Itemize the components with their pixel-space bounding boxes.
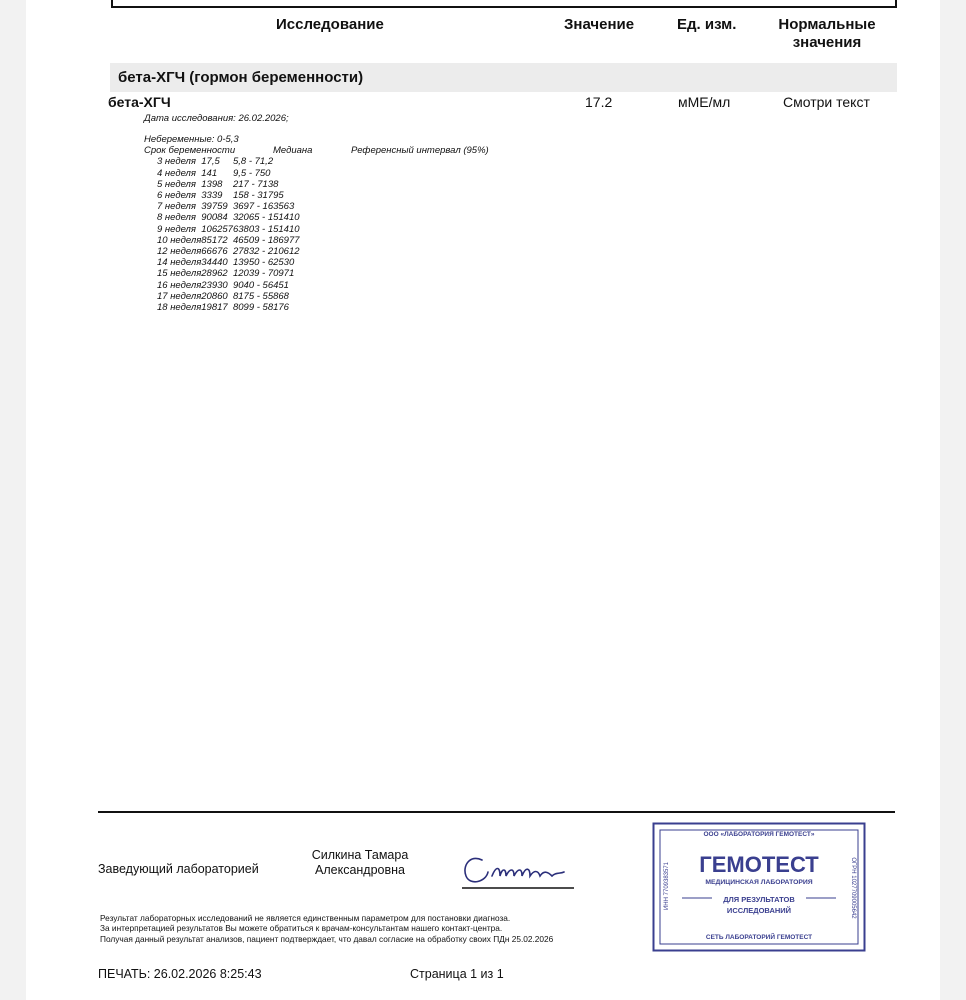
column-header-norm-line2: значения	[792, 34, 862, 51]
stamp-purpose-line2: ИССЛЕДОВАНИЙ	[726, 906, 792, 915]
column-header-norm	[770, 16, 884, 52]
reference-term: 4 неделя	[157, 167, 196, 179]
disclaimer-line1: Результат лабораторных исследований не является единственным параметром для постановки диагноза.	[100, 913, 511, 923]
reference-interval: 27832 - 210612	[232, 246, 300, 258]
reference-median: 90084	[201, 212, 228, 224]
reference-row	[144, 156, 300, 167]
reference-interval: 32065 - 151410	[232, 212, 300, 224]
section-title: бета-ХГЧ (гормон беременности)	[118, 69, 364, 86]
reference-row	[144, 268, 300, 279]
head-of-lab-name	[300, 848, 420, 878]
section-header	[110, 63, 897, 92]
reference-term: 9 неделя	[157, 223, 196, 235]
reference-term: 16 неделя	[157, 279, 202, 291]
reference-interval: 9,5 - 750	[232, 167, 271, 179]
reference-interval: 63803 - 151410	[232, 223, 300, 235]
reference-interval: 3697 - 163563	[232, 201, 295, 213]
result-date: Дата исследования: 26.02.2026;	[144, 113, 289, 124]
reference-term: 15 неделя	[157, 268, 202, 280]
signature	[456, 848, 580, 894]
reference-median: 20860	[201, 290, 228, 302]
reference-interval: 8099 - 58176	[232, 302, 289, 314]
reference-interval: 158 - 31795	[232, 190, 284, 201]
reference-row	[144, 201, 300, 212]
column-header-norm-line1: Нормальные	[778, 16, 876, 33]
reference-term: 8 неделя	[157, 212, 196, 224]
stamp-subtitle: МЕДИЦИНСКАЯ ЛАБОРАТОРИЯ	[705, 879, 813, 886]
column-header-unit: Ед. изм.	[677, 16, 737, 33]
reference-median: 106257	[201, 223, 233, 235]
column-header-value: Значение	[564, 16, 635, 33]
lab-stamp	[652, 822, 866, 952]
reference-row	[144, 257, 300, 268]
reference-median: 39759	[201, 201, 228, 213]
reference-term: 7 неделя	[157, 201, 196, 213]
disclaimer-line2: За интерпретацией результатов Вы можете обратиться к врачам-консультантам нашего контакт-центра.	[100, 923, 503, 934]
reference-interval: 13950 - 62530	[232, 257, 295, 269]
reference-term: 10 неделя	[157, 234, 202, 246]
head-of-lab-name-line2: Александровна	[315, 863, 405, 877]
stamp-purpose-line1: ДЛЯ РЕЗУЛЬТАТОВ	[723, 895, 795, 904]
reference-row	[144, 291, 300, 302]
reference-interval: 12039 - 70971	[232, 268, 295, 280]
reference-col-interval: Референсный интервал (95%)	[351, 145, 489, 157]
reference-row	[144, 179, 300, 190]
reference-term: 12 неделя	[157, 246, 202, 258]
reference-row	[144, 190, 300, 201]
reference-median: 66676	[201, 246, 228, 258]
reference-median: 19817	[201, 302, 228, 314]
reference-row	[144, 246, 300, 257]
stamp-ogrn: ОГРН 1027709005642	[850, 857, 856, 919]
previous-section-frame	[111, 0, 897, 8]
reference-row	[144, 235, 300, 246]
reference-median: 28962	[201, 268, 228, 280]
reference-term: 17 неделя	[157, 290, 202, 302]
result-name: бета-ХГЧ	[108, 94, 171, 110]
reference-median: 3339	[201, 190, 223, 201]
result-value: 17.2	[585, 94, 613, 110]
reference-row	[144, 280, 300, 291]
reference-median: 1398	[201, 178, 223, 190]
reference-interval: 5,8 - 71,2	[232, 156, 274, 168]
reference-col-term: Срок беременности	[144, 145, 236, 157]
reference-col-median: Медиана	[273, 145, 313, 157]
head-of-lab-label: Заведующий лабораторией	[98, 862, 259, 876]
reference-median: 141	[201, 167, 218, 179]
stamp-inn: ИНН 7709383571	[664, 861, 670, 911]
stamp-bottom: СЕТЬ ЛАБОРАТОРИЙ ГЕМОТЕСТ	[705, 934, 813, 941]
reference-row	[144, 168, 300, 179]
reference-term: 6 неделя	[157, 190, 196, 201]
reference-interval: 9040 - 56451	[232, 279, 289, 291]
stamp-top: ООО «ЛАБОРАТОРИЯ ГЕМОТЕСТ»	[703, 831, 815, 838]
result-unit: мМЕ/мл	[678, 94, 731, 110]
reference-interval: 8175 - 55868	[232, 290, 289, 302]
reference-median: 17,5	[201, 156, 220, 168]
reference-interval: 217 - 7138	[232, 178, 279, 190]
reference-row	[144, 224, 300, 235]
stamp-brand: ГЕМОТЕСТ	[699, 852, 819, 877]
print-timestamp: ПЕЧАТЬ: 26.02.2026 8:25:43	[98, 967, 262, 981]
reference-term: 14 неделя	[157, 257, 202, 269]
reference-term: 5 неделя	[157, 178, 196, 190]
reference-median: 23930	[201, 279, 228, 291]
reference-interval: 46509 - 186977	[232, 234, 300, 246]
result-norm: Смотри текст	[783, 94, 870, 110]
page-number: Страница 1 из 1	[410, 967, 504, 981]
disclaimer-note	[100, 913, 553, 944]
reference-table	[144, 156, 300, 313]
reference-median: 85172	[201, 234, 228, 246]
reference-row	[144, 302, 300, 313]
footer-divider	[98, 811, 895, 813]
reference-row	[144, 212, 300, 223]
reference-nonpregnant: Небеременные: 0-5,3	[144, 134, 239, 145]
column-header-study: Исследование	[276, 16, 384, 33]
reference-term: 3 неделя	[157, 156, 196, 168]
disclaimer-line3: Получая данный результат анализов, пациент подтверждает, что давал согласие на обработку своих ПДн 25.02.2026	[100, 933, 554, 944]
head-of-lab-name-line1: Силкина Тамара	[311, 848, 409, 862]
reference-median: 34440	[201, 257, 228, 269]
reference-term: 18 неделя	[157, 302, 202, 314]
